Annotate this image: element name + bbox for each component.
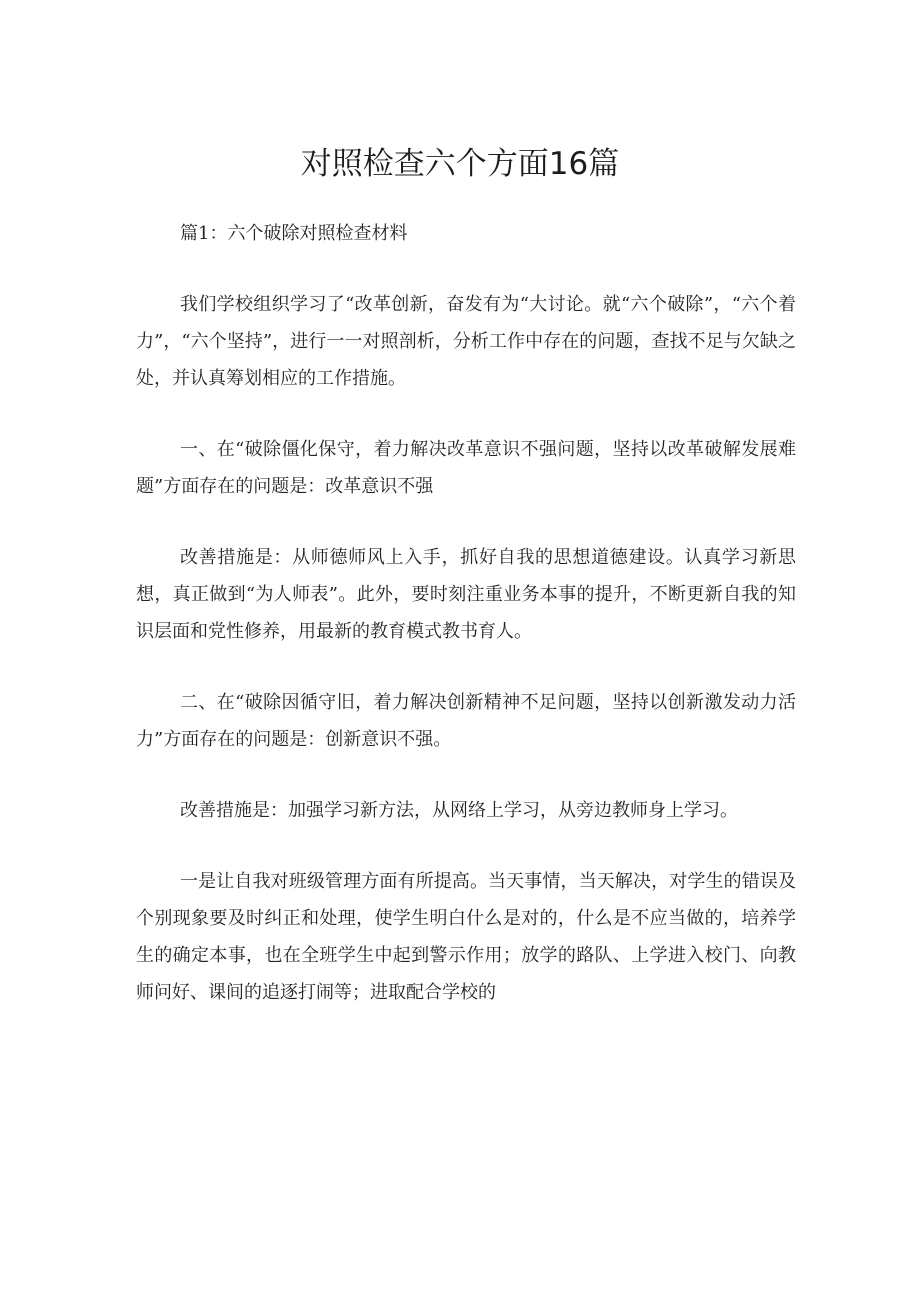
- paragraph-3: 改善措施是：从师德师风上入手，抓好自我的思想道德建设。认真学习新思想，真正做到“为人师表”。此外，要时刻注重业务本事的提升，不断更新自我的知识层面和党性修养，用最新的教育模式教书育人。: [136, 547, 796, 642]
- paragraph-1: 我们学校组织学习了“改革创新，奋发有为“大讨论。就“六个破除”，“六个着力”，“六个坚持”，进行一一对照剖析，分析工作中存在的问题，查找不足与欠缺之处，并认真筹划相应的工作措施。: [136, 294, 796, 389]
- paragraph-4: 二、在“破除因循守旧，着力解决创新精神不足问题，坚持以创新激发动力活力”方面存在的问题是：创新意识不强。: [136, 692, 796, 750]
- paragraph-6: 一是让自我对班级管理方面有所提高。当天事情，当天解决，对学生的错误及个别现象要及时纠正和处理，使学生明白什么是对的，什么是不应当做的，培养学生的确定本事，也在全班学生中起到警示作用；放学的路队、上学进入校门、向教师问好、课间的追逐打闹等；进取配合学校的: [136, 871, 796, 1003]
- document-body: [136, 286, 796, 1045]
- paragraph-2: 一、在“破除僵化保守，着力解决改革意识不强问题，坚持以改革破解发展难题”方面存在的问题是：改革意识不强: [136, 439, 796, 497]
- paragraph-5: 改善措施是：加强学习新方法，从网络上学习，从旁边教师身上学习。: [180, 800, 738, 821]
- section-title: 篇1：六个破除对照检查材料: [180, 223, 408, 244]
- document-title: 对照检查六个方面16篇: [300, 146, 620, 182]
